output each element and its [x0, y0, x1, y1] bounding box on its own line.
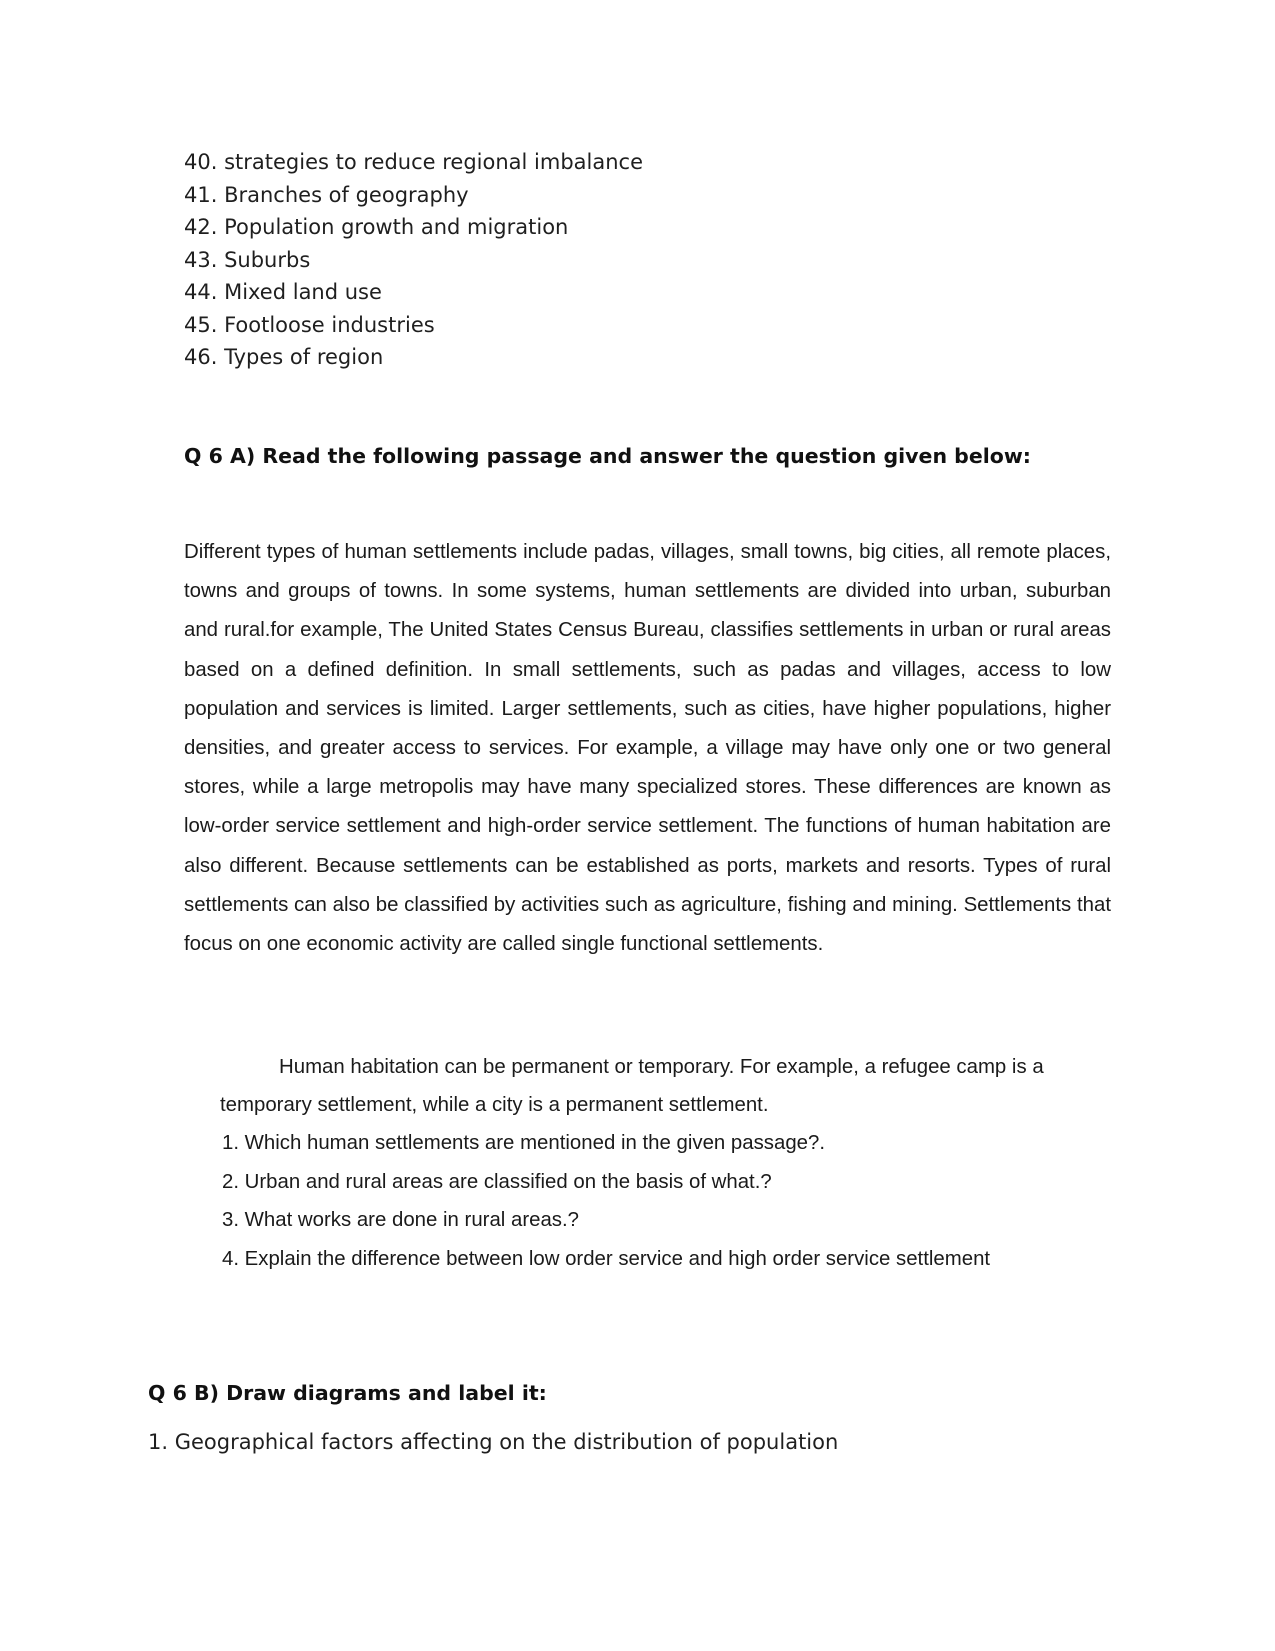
topic-item: 40. strategies to reduce regional imbalance	[184, 150, 643, 174]
topic-list	[184, 146, 643, 374]
topic-item: 46. Types of region	[184, 345, 384, 369]
question-item: 1. Which human settlements are mentioned in the given passage?.	[222, 1132, 826, 1154]
question-list	[222, 1124, 990, 1278]
topic-item: 41. Branches of geography	[184, 182, 469, 207]
topic-item: 43. Suburbs	[184, 247, 311, 272]
topic-item: 42. Population growth and migration	[184, 215, 569, 239]
q6b-heading: Q 6 B) Draw diagrams and label it:	[148, 1381, 547, 1405]
passage-paragraph-2: Human habitation can be permanent or temporary. For example, a refugee camp is a temporary settlement, while a city is a permanent settlement.	[220, 1056, 1044, 1116]
question-item: 3. What works are done in rural areas.?	[222, 1209, 580, 1231]
question-item: 2. Urban and rural areas are classified on the basis of what.?	[222, 1170, 772, 1193]
topic-item: 44. Mixed land use	[184, 280, 382, 304]
q6a-heading: Q 6 A) Read the following passage and answer the question given below:	[184, 444, 1032, 468]
diagram-item: 1. Geographical factors affecting on the distribution of population	[148, 1430, 839, 1454]
passage-paragraph-1: Different types of human settlements include padas, villages, small towns, big cities, all remote places, towns and groups of towns. In some systems, human settlements are divided into urban, suburban and rural.for example, The United States Census Bureau, classifies settlements in urban or rural areas based on a defined definition. In small settlements, such as padas and villages, access to low population and services is limited. Larger settlements, such as cities, have higher populations, higher densities, and greater access to services. For example, a village may have only one or two general stores, while a large metropolis may have many specialized stores. These differences are known as low-order service settlement and high-order service settlement. The functions of human habitation are also different. Because settlements can be established as ports, markets and resorts. Types of rural settlements can also be classified by activities such as agriculture, fishing and mining. Settlements that focus on one economic activity are called single functional settlements.	[184, 541, 1111, 956]
topic-item: 45. Footloose industries	[184, 312, 435, 337]
question-item: 4. Explain the difference between low order service and high order service settlement	[222, 1247, 991, 1270]
